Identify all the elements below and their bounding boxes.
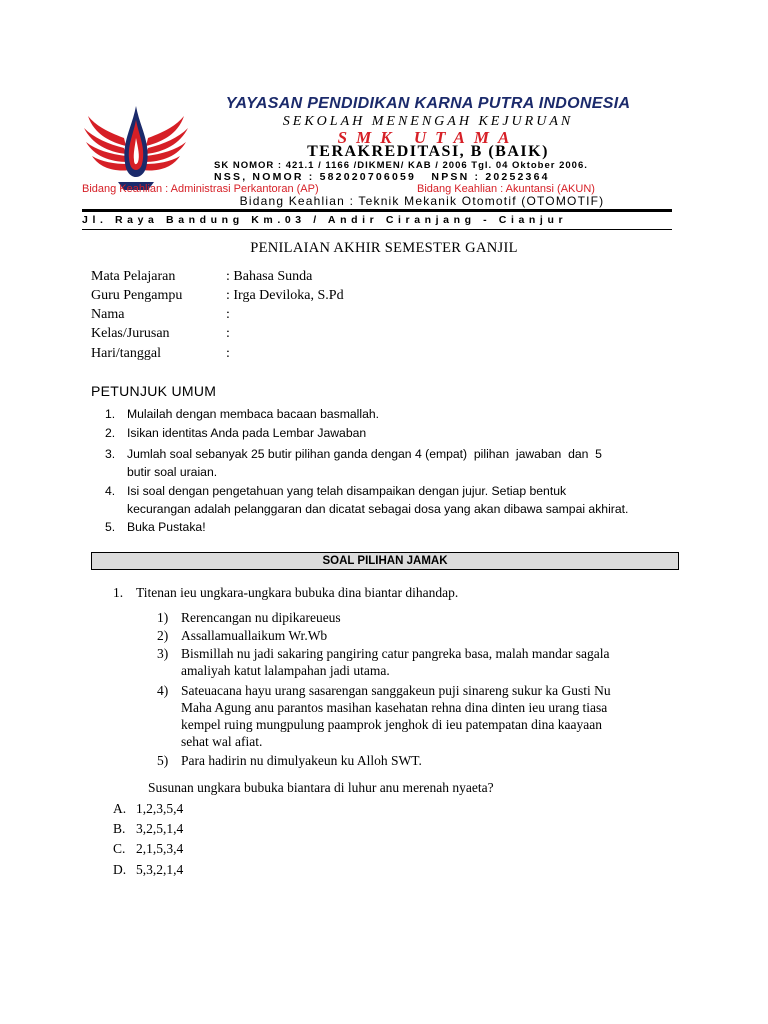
exam-title: PENILAIAN AKHIR SEMESTER GANJIL [250,240,518,256]
petunjuk-item [105,406,667,424]
option-letter: A. [113,801,127,816]
petunjuk-text-line: kecurangan adalah pelanggaran dan dicatat sebagai dosa yang akan dibawa sampai akhirat. [127,501,629,516]
label-guru-pengampu: Guru Pengampu [91,288,183,303]
petunjuk-heading: PETUNJUK UMUM [91,383,217,399]
subitem-number: 4) [157,683,169,698]
subitem-text: Rerencangan nu dipikareueus [181,610,341,625]
value-kelas-jurusan: : [226,326,230,341]
label-nama: Nama [91,307,125,322]
subitem-text: sehat wal afiat. [181,734,263,749]
subitem-text: amaliyah katut lalampahan jadi utama. [181,663,390,678]
subitem-text: Maha Agung anu parantos masihan kasehatan rehna dina dinten ieu urang tiasa [181,700,608,715]
letterhead-divider [82,209,672,212]
foundation-name: YAYASAN PENDIDIKAN KARNA PUTRA INDONESIA [225,95,631,112]
question-text: Titenan ieu ungkara-ungkara bubuka dina biantar dihandap. [136,585,459,600]
subitem-text: Para hadirin nu dimulyakeun ku Alloh SWT. [181,753,422,768]
subitem-text: Assallamuallaikum Wr.Wb [181,628,328,643]
sk-number: SK NOMOR : 421.1 / 1166 /DIKMEN/ KAB / 2006 Tgl. 04 Oktober 2006. [214,160,588,171]
label-hari-tanggal: Hari/tanggal [91,346,161,361]
petunjuk-number: 1. [105,407,116,421]
address-divider [82,229,672,230]
bidang-ap: Bidang Keahlian : Administrasi Perkantoran (AP) [82,183,319,195]
option-letter: C. [113,841,126,856]
bidang-otomotif: Bidang Keahlian : Teknik Mekanik Otomotif (OTOMOTIF) [239,194,605,208]
petunjuk-text: Mulailah dengan membaca bacaan basmallah. [127,407,380,421]
petunjuk-item [105,446,667,481]
petunjuk-text: Buka Pustaka! [127,520,206,534]
petunjuk-item [105,483,667,518]
option-letter: D. [113,862,127,877]
petunjuk-number: 5. [105,520,116,534]
petunjuk-number: 3. [105,447,116,461]
school-name: SMK UTAMA [337,128,519,147]
section-header: SOAL PILIHAN JAMAK [91,552,679,570]
label-kelas-jurusan: Kelas/Jurusan [91,326,170,341]
petunjuk-text-line: Jumlah soal sebanyak 25 butir pilihan ganda dengan 4 (empat) pilihan jawaban dan 5 [127,447,602,461]
petunjuk-text-line: Isi soal dengan pengetahuan yang telah disampaikan dengan jujur. Setiap bentuk [127,484,567,498]
accreditation: TERAKREDITASI, B (BAIK) [307,143,549,160]
subitem-text: Sateuacana hayu urang sasarengan sanggakeun puji sinareng sukur ka Gusti Nu [181,683,611,698]
option-text: 5,3,2,1,4 [136,862,184,877]
school-type: SEKOLAH MENENGAH KEJURUAN [282,114,574,129]
option-text: 3,2,5,1,4 [136,821,184,836]
value-hari-tanggal: : [226,346,230,361]
value-mata-pelajaran: : Bahasa Sunda [226,269,313,284]
petunjuk-text: Isikan identitas Anda pada Lembar Jawaban [127,426,367,440]
bidang-akun: Bidang Keahlian : Akuntansi (AKUN) [417,183,595,195]
petunjuk-number: 2. [105,426,116,440]
petunjuk-text-line: butir soal uraian. [127,464,218,479]
nss-npsn: NSS, NOMOR : 582020706059 NPSN : 20252364 [214,171,550,183]
option-letter: B. [113,821,126,836]
petunjuk-item [105,519,667,537]
school-address: Jl. Raya Bandung Km.03 / Andir Ciranjang - Cianjur [82,214,568,226]
value-nama: : [226,307,230,322]
subitem-number: 3) [157,646,169,661]
subitem-number: 1) [157,610,169,625]
subitem-text: Bismillah nu jadi sakaring pangiring catur pangreka basa, malah mandar sagala [181,646,610,661]
option-text: 1,2,3,5,4 [136,801,184,816]
subitem-number: 2) [157,628,169,643]
value-guru-pengampu: : Irga Deviloka, S.Pd [226,288,344,303]
petunjuk-number: 4. [105,484,116,498]
option-text: 2,1,5,3,4 [136,841,184,856]
petunjuk-item [105,425,667,443]
label-mata-pelajaran: Mata Pelajaran [91,269,176,284]
question-number: 1. [113,585,124,600]
subitem-number: 5) [157,753,169,768]
question-prompt: Susunan ungkara bubuka biantara di luhur anu merenah nyaeta? [148,780,494,795]
subitem-text: kempel ruing mungpulung paamprok jenghok di ieu patempatan dina kaayaan [181,717,603,732]
